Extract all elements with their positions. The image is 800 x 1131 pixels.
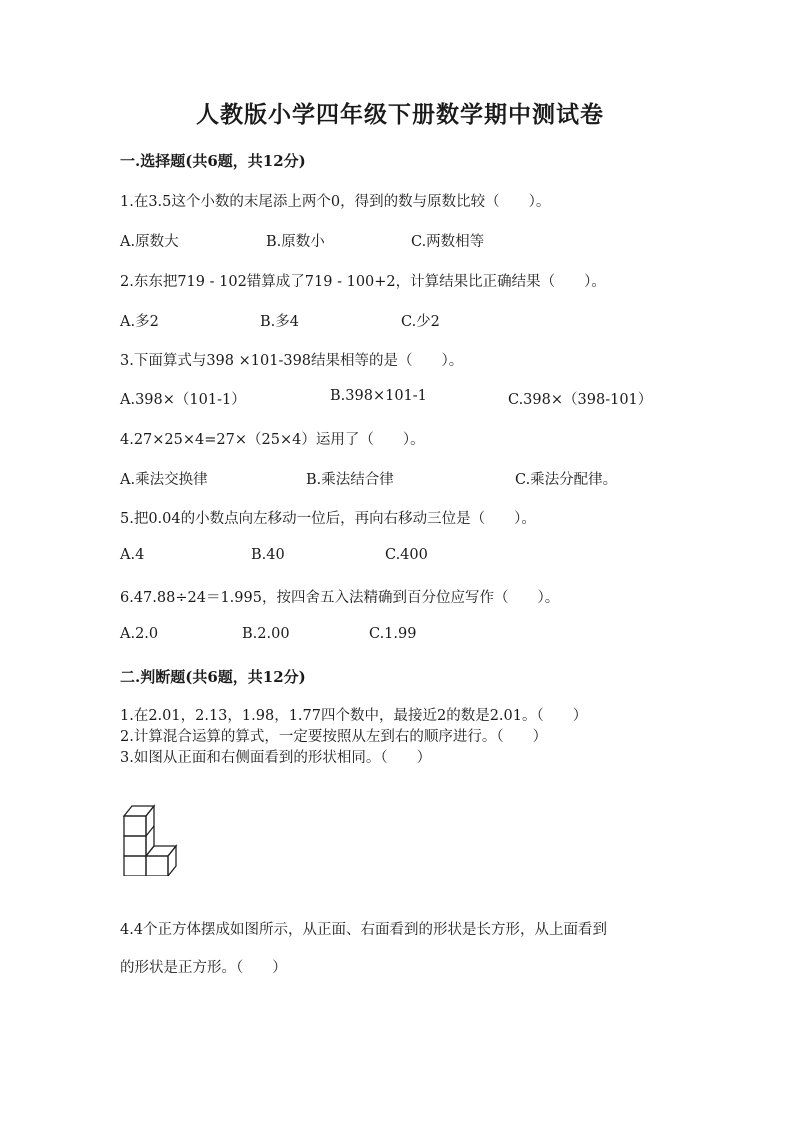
question-5: 5.把0.04的小数点向左移动一位后，再向右移动三位是（ ）。 <box>120 511 536 527</box>
option-b: B.398×101-1 <box>330 388 427 404</box>
option-a: A.乘法交换律 <box>120 472 208 488</box>
option-b: B.原数小 <box>266 234 325 250</box>
question-4: 4.27×25×4=27×（25×4）运用了（ ）。 <box>120 432 425 448</box>
cube-stack-figure <box>118 800 188 876</box>
option-c: C.398×（398-101） <box>508 392 653 408</box>
page-title: 人教版小学四年级下册数学期中测试卷 <box>196 101 604 128</box>
question-6: 6.47.88÷24＝1.995，按四舍五入法精确到百分位应写作（ ）。 <box>120 590 560 606</box>
option-b: B.40 <box>251 547 285 563</box>
judgement-2: 2.计算混合运算的算式，一定要按照从左到右的顺序进行。（ ） <box>120 729 548 745</box>
option-c: C.400 <box>385 547 428 563</box>
option-a: A.398×（101-1） <box>120 392 246 408</box>
judgement-3: 3.如图从正面和右侧面看到的形状相同。（ ） <box>120 750 432 766</box>
option-b: B.乘法结合律 <box>306 472 394 488</box>
option-a: A.2.0 <box>120 626 159 642</box>
option-c: C.少2 <box>401 314 440 330</box>
question-2: 2.东东把719 - 102错算成了719 - 100+2，计算结果比正确结果（ ）。 <box>120 274 606 290</box>
option-b: B.2.00 <box>242 626 290 642</box>
option-a: A.多2 <box>120 314 159 330</box>
option-c: C.1.99 <box>369 626 417 642</box>
option-a: A.4 <box>120 547 145 563</box>
option-c: C.乘法分配律。 <box>515 472 618 488</box>
question-3: 3.下面算式与398 ×101-398结果相等的是（ ）。 <box>120 353 464 369</box>
option-c: C.两数相等 <box>411 234 485 250</box>
option-b: B.多4 <box>260 314 299 330</box>
judgement-1: 1.在2.01，2.13，1.98，1.77四个数中，最接近2的数是2.01。（ ） <box>120 708 588 724</box>
judgement-4-line1: 4.4个正方体摆成如图所示，从正面、右面看到的形状是长方形，从上面看到 <box>120 922 608 938</box>
judgement-4-line2: 的形状是正方形。（ ） <box>120 960 287 976</box>
section-heading-choice: 一.选择题(共6题，共12分) <box>120 152 306 170</box>
question-1: 1.在3.5这个小数的末尾添上两个0，得到的数与原数比较（ ）。 <box>120 194 551 210</box>
section-heading-judgement: 二.判断题(共6题，共12分) <box>120 668 306 686</box>
option-a: A.原数大 <box>120 234 179 250</box>
